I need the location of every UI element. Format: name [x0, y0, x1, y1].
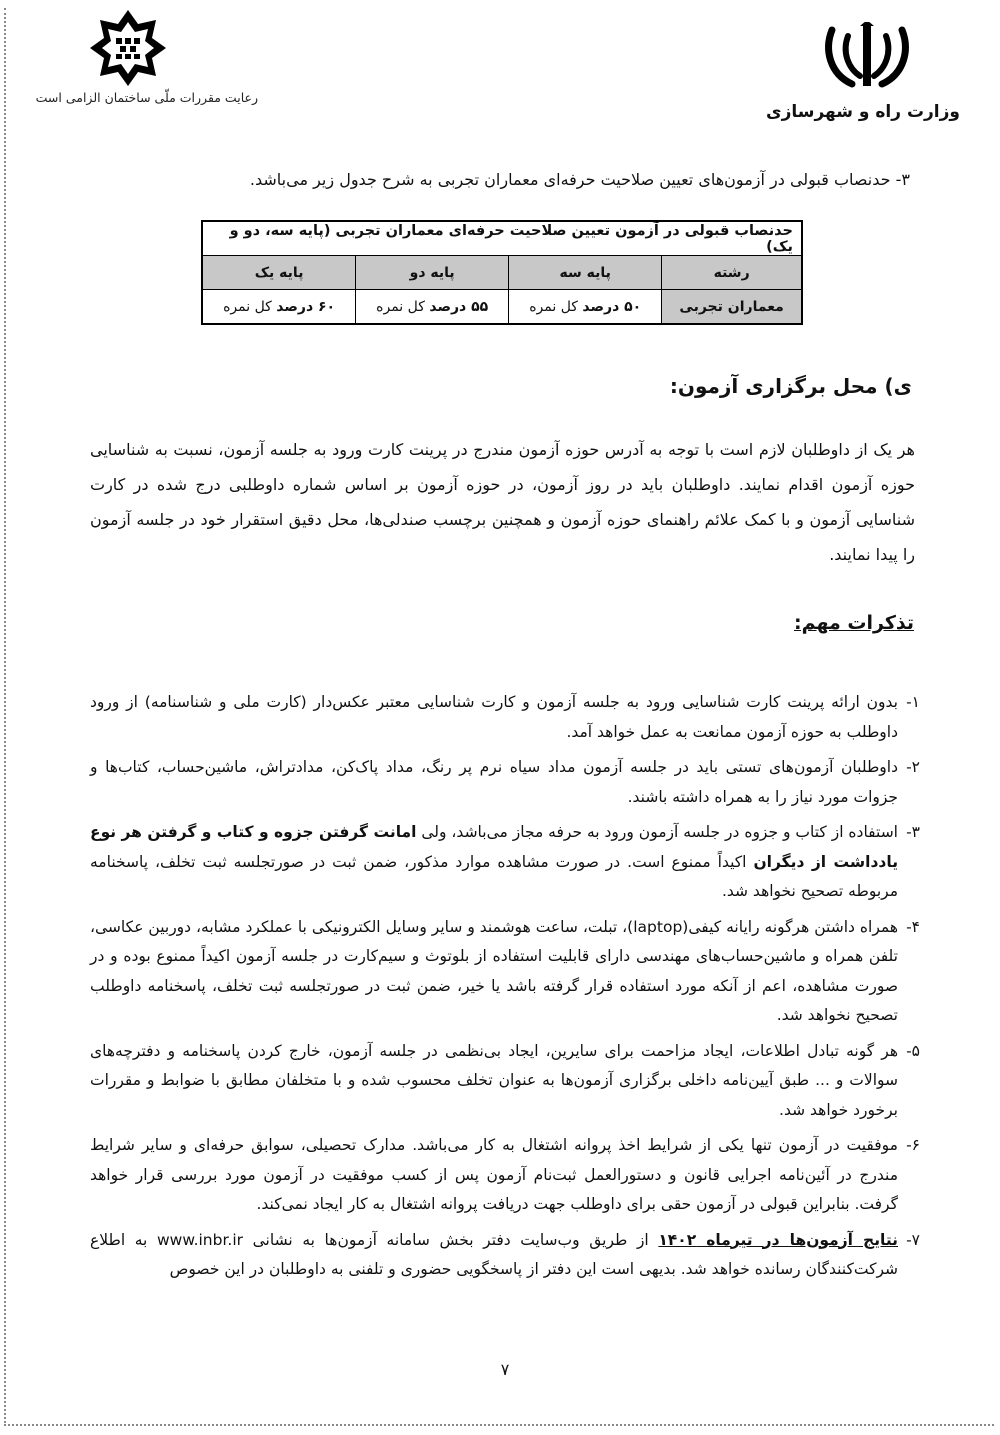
item-text: همراه داشتن هرگونه رایانه کیفی(laptop)، تبلت، ساعت هوشمند و سایر وسایل الکترونیکی با عملکرد مشابه، دوربین عکاسی، تلفن همراه و ماشین‌حساب‌های مهندسی دارای قابلیت استفاده از بلوتوث و سیم‌کارت در جلسه آزمون اکیداً ممنوع بوده و در صورت مشاهده، اعم از آنکه مورد استفاده قرار گرفته باشد یا خیر، ضمن ثبت در صورتجلسه ثبت تخلف، پاسخنامه داوطلب تصحیح نخواهد شد. — [90, 917, 899, 1024]
table-header-row — [202, 256, 802, 290]
header-level-three: پایه سه — [509, 256, 662, 290]
grade-percent: ۵۵ درصد — [429, 298, 489, 315]
list-item — [90, 753, 920, 812]
regulations-motto: رعایت مقررات ملّی ساختمان الزامی است — [35, 90, 258, 105]
iran-emblem-icon — [822, 22, 912, 92]
table-row — [202, 290, 802, 325]
exam-venue-heading: ی) محل برگزاری آزمون: — [669, 374, 912, 398]
header-level-two: پایه دو — [356, 256, 509, 290]
exam-venue-paragraph: هر یک از داوطلبان لازم است با توجه به آدرس حوزه آزمون مندرج در پرینت کارت ورود به جلسه آزمون، نسبت به شناسایی حوزه آزمون اقدام نمایند. داوطلبان باید در روز آزمون، در حوزه آزمون بر اساس شماره داوطلبی درج شده در کارت شناسایی آزمون و با کمک علائم راهنمای حوزه آزمون و همچنین برچسب صندلی‌ها، محل دقیق استقرار خود در جلسه آزمون را پیدا نمایند. — [90, 440, 915, 564]
item-number: ۴- — [906, 917, 920, 936]
item-text: استفاده از کتاب و جزوه در جلسه آزمون ورود به حرفه مجاز می‌باشد، ولی — [416, 823, 898, 841]
item-number: ۷- — [906, 1230, 920, 1249]
item-number: ۶- — [906, 1136, 920, 1154]
item-bold-underlined-text: نتایج آزمون‌ها در تیرماه ۱۴۰۲ — [658, 1230, 898, 1249]
item-text-continued: اکیداً ممنوع است. در صورت مشاهده موارد مذکور، ضمن ثبت در صورتجلسه ثبت تخلف، پاسخنامه مربوطه تصحیح نخواهد شد. — [90, 852, 898, 900]
grade-unit: کل نمره — [376, 298, 430, 315]
grade-level-three-cell — [509, 290, 662, 325]
item-number: ۲- — [906, 758, 920, 776]
item-number: ۵- — [906, 1041, 920, 1060]
grade-percent: ۵۰ درصد — [582, 298, 642, 315]
item-text: موفقیت در آزمون تنها یکی از شرایط اخذ پروانه اشتغال به کار می‌باشد. مدارک تحصیلی، سوابق حرفه‌ای و سایر شرایط مندرج در آئین‌نامه اجرایی قانون و دستورالعمل ثبت‌نام آزمون پس از کسب موفقیت در آزمون مورد بررسی قرار خواهد گرفت. بنابراین قبولی در آزمون حقی برای داوطلب جهت دریافت پروانه اشتغال به کار ایجاد نمی‌کند. — [90, 1136, 898, 1213]
intro-sentence: ۳- حدنصاب قبولی در آزمون‌های تعیین صلاحیت حرفه‌ای معماران تجربی به شرح جدول زیر می‌باشد. — [249, 170, 910, 189]
list-item — [90, 1226, 920, 1285]
table-caption: حدنصاب قبولی در آزمون تعیین صلاحیت حرفه‌ای معماران تجربی (پایه سه، دو و یک) — [202, 221, 802, 256]
page-number: ۷ — [500, 1360, 510, 1379]
grade-unit: کل نمره — [529, 298, 583, 315]
item-number: ۳- — [906, 823, 920, 841]
item-text: داوطلبان آزمون‌های تستی باید در جلسه آزمون مداد سیاه نرم پر رنگ، مداد پاک‌کن، مدادتراش، ماشین‌حساب، کتاب‌ها و جزوات مورد نیاز را به همراه داشته باشند. — [90, 758, 898, 806]
important-notes-list — [90, 688, 920, 1291]
list-item — [90, 1037, 920, 1126]
field-name-cell: معماران تجربی — [662, 290, 802, 325]
grade-level-two-cell — [356, 290, 509, 325]
item-text-continued: از طریق وب‌سایت دفتر بخش سامانه آزمون‌ها به نشانی www.inbr.ir به اطلاع شرکت‌کنندگان رسانده خواهد شد. بدیهی است این دفتر از پاسخگویی حضوری و تلفنی به داوطلبان در این خصوص — [90, 1230, 898, 1278]
item-number: ۱- — [906, 693, 920, 711]
passing-grade-table — [201, 220, 803, 325]
page-border-bottom — [4, 1424, 994, 1426]
grade-unit: کل نمره — [223, 298, 277, 315]
grade-percent: ۶۰ درصد — [276, 298, 336, 315]
building-regulations-star-logo-icon — [88, 8, 168, 88]
ministry-name: وزارت راه و شهرسازی — [765, 102, 960, 122]
item-bold-text: امانت گرفتن جزوه و کتاب و گرفتن هر نوع یادداشت از دیگران — [90, 823, 899, 871]
grade-level-one-cell — [202, 290, 356, 325]
list-item — [90, 818, 920, 907]
item-text: هر گونه تبادل اطلاعات، ایجاد مزاحمت برای سایرین، ایجاد بی‌نظمی در جلسه آزمون، خارج کردن پاسخنامه و دفترچه‌های سوالات و ... طبق آیین‌نامه داخلی برگزاری آزمون‌ها به عنوان تخلف محسوب شده و با متخلفان مطابق با ضوابط و مقررات برخورد خواهد شد. — [90, 1041, 898, 1119]
important-notes-heading: تذکرات مهم: — [793, 612, 914, 634]
item-text: بدون ارائه پرینت کارت شناسایی ورود به جلسه آزمون و کارت شناسایی معتبر عکس‌دار (کارت ملی و شناسنامه) از ورود داوطلب به حوزه آزمون ممانعت به عمل خواهد آمد. — [90, 693, 898, 741]
header-level-one: پایه یک — [202, 256, 356, 290]
list-item — [90, 1131, 920, 1220]
page-border-left — [4, 8, 6, 1423]
list-item — [90, 688, 920, 747]
header-field: رشته — [662, 256, 802, 290]
list-item — [90, 913, 920, 1031]
